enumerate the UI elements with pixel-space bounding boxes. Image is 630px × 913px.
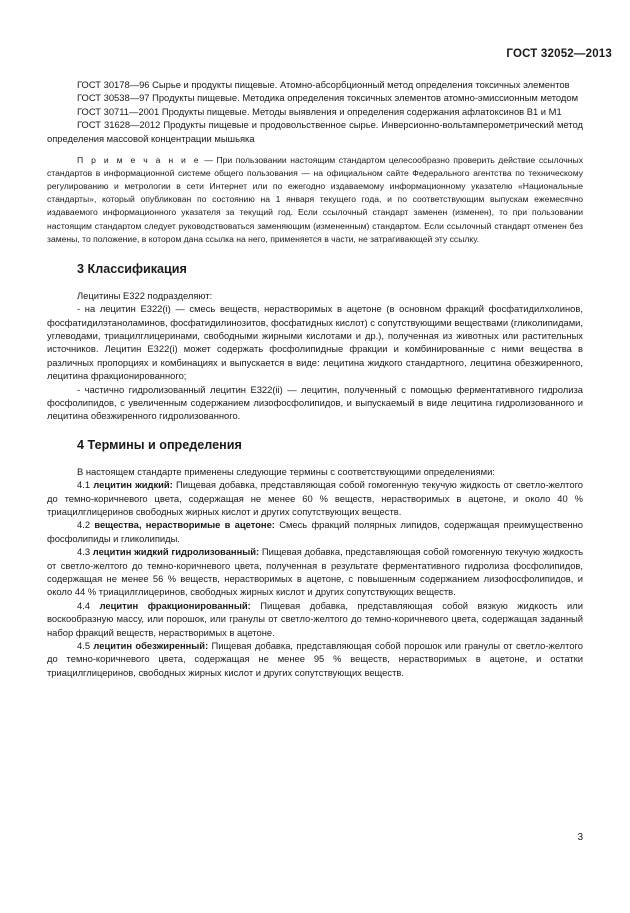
page-body — [47, 78, 583, 679]
term-number: 4.5 — [77, 640, 91, 652]
term-4-3 — [47, 545, 583, 599]
term-name: лецитин жидкий гидролизованный: — [92, 546, 260, 558]
term-name: лецитин фракционированный: — [99, 599, 251, 611]
term-4-5 — [47, 639, 583, 679]
term-name: вещества, нерастворимые в ацетоне: — [94, 519, 275, 531]
reference-gost-30711: ГОСТ 30711—2001 Продукты пищевые. Методы выявления и определения содержания афлатоксинов В1 и М1 — [77, 105, 562, 117]
classification-item-e322i: - на лецитин Е322(i) — смесь веществ, нерастворимых в ацетоне (в основном фракций фосфатидилхолинов, фосфатидилэтаноламинов, фосфатидилинозитов, фосфатидных кислот) с сопутствующими веществами (гликолипидами, углеводами, триацилглицеринами, свободными жирными кислотами и др.), полученная из животных или растительных источников. Лецитин Е322(i) может содержать фосфолипидные фракции и комбинированные с ними вещества в различных пропорциях и комбинациях и выпускается в виде: лецитина жидкого стандартного, лецитина обезжиренного, лецитина фракционированного; — [47, 303, 583, 382]
note-paragraph — [47, 154, 583, 246]
section-3-intro: Лецитины Е322 подразделяют: — [77, 289, 213, 301]
term-number: 4.2 — [77, 519, 91, 531]
page-number: 3 — [577, 832, 583, 843]
term-name: лецитин обезжиренный: — [93, 640, 209, 652]
section-4-intro: В настоящем стандарте применены следующие термины с соответствующими определениями: — [77, 465, 495, 477]
document-number-header: ГОСТ 32052—2013 — [506, 48, 612, 60]
reference-gost-30538: ГОСТ 30538—97 Продукты пищевые. Методика определения токсичных элементов атомно-эмиссионным методом — [77, 92, 579, 104]
reference-gost-31628: ГОСТ 31628—2012 Продукты пищевые и продовольственное сырье. Инверсионно-вольтамперометрический метод определения массовой концентрации мышьяка — [47, 119, 583, 144]
term-definition: Пищевая добавка, представляющая собой гомогенную текучую жидкость от светло-желтого до темно-коричневого цвета, содержащая не менее 60 % веществ, нерастворимых в ацетоне, и около 40 % триацилглицеринов свободных жирных кислот и других сопутствующих веществ. — [47, 479, 583, 517]
term-4-1 — [47, 478, 583, 518]
term-definition: Пищевая добавка, представляющая собой порошок или гранулы от светло-желтого до темно-коричневого цвета, содержащая не менее 95 % веществ, нерастворимых в ацетоне, и остатки триацилглицеринов, свободных жирных кислот и других сопутствующих веществ. — [47, 640, 583, 678]
term-name: лецитин жидкий: — [93, 479, 173, 491]
section-3-heading: 3 Классификация — [77, 261, 187, 276]
term-number: 4.4 — [77, 599, 91, 611]
section-4-heading: 4 Термины и определения — [77, 437, 242, 452]
term-number: 4.3 — [77, 546, 91, 558]
term-4-4 — [47, 599, 583, 639]
reference-gost-30178: ГОСТ 30178—96 Сырье и продукты пищевые. Атомно-абсорбционный метод определения токсичных элементов — [77, 79, 570, 90]
term-definition: Смесь фракций полярных липидов, содержащая преимущественно фосфолипиды и гликолипиды. — [47, 519, 583, 544]
term-number: 4.1 — [77, 479, 91, 491]
note-text: — При пользовании настоящим стандартом целесообразно проверить действие ссылочных стандартов в информационной системе общего пользования — на официальном сайте Федерального агентства по техническому регулированию и метрологии в сети Интернет или по ежегодно издаваемому информационному указателю «Национальные стандарты», который опубликован по состоянию на 1 января текущего года, и по соответствующим выпускам ежемесячно издаваемого информационного указателя за текущий год. Если ссылочный стандарт заменен (изменен), то при пользовании настоящим стандартом следует руководствоваться заменяющим (измененным) стандартом. Если ссылочный стандарт отменен без замены, то положение, в котором дана ссылка на него, применяется в части, не затрагивающей эту ссылку. — [47, 155, 583, 244]
note-label: П р и м е ч а н и е — [77, 155, 201, 166]
term-definition: Пищевая добавка, представляющая собой гомогенную текучую жидкость от светло-желтого до темно-коричневого цвета, полученная в результате ферментативного гидролиза фосфолипидов, содержащая не менее 56 % веществ, нерастворимых в ацетоне, с повышенным содержанием лизофосфолипидов, и около 44 % триацилглицеринов, свободных жирных кислот и других сопутствующих веществ. — [47, 546, 584, 598]
term-4-2 — [47, 518, 583, 545]
classification-item-e322ii: - частично гидролизованный лецитин Е322(ii) — лецитин, полученный с помощью ферментативного гидролиза фосфолипидов, с увеличенным содержанием лизофосфолипидов, и выпускаемый в виде лецитина гидролизованного и лецитина обезжиренного гидролизованного. — [47, 383, 583, 422]
term-definition: Пищевая добавка, представляющая собой вязкую жидкость или воскообразную массу, или порошок, или гранулы от светло-желтого до темно-коричневого цвета, содержащая заданный набор фракций веществ, нерастворимых в ацетоне. — [47, 599, 583, 638]
